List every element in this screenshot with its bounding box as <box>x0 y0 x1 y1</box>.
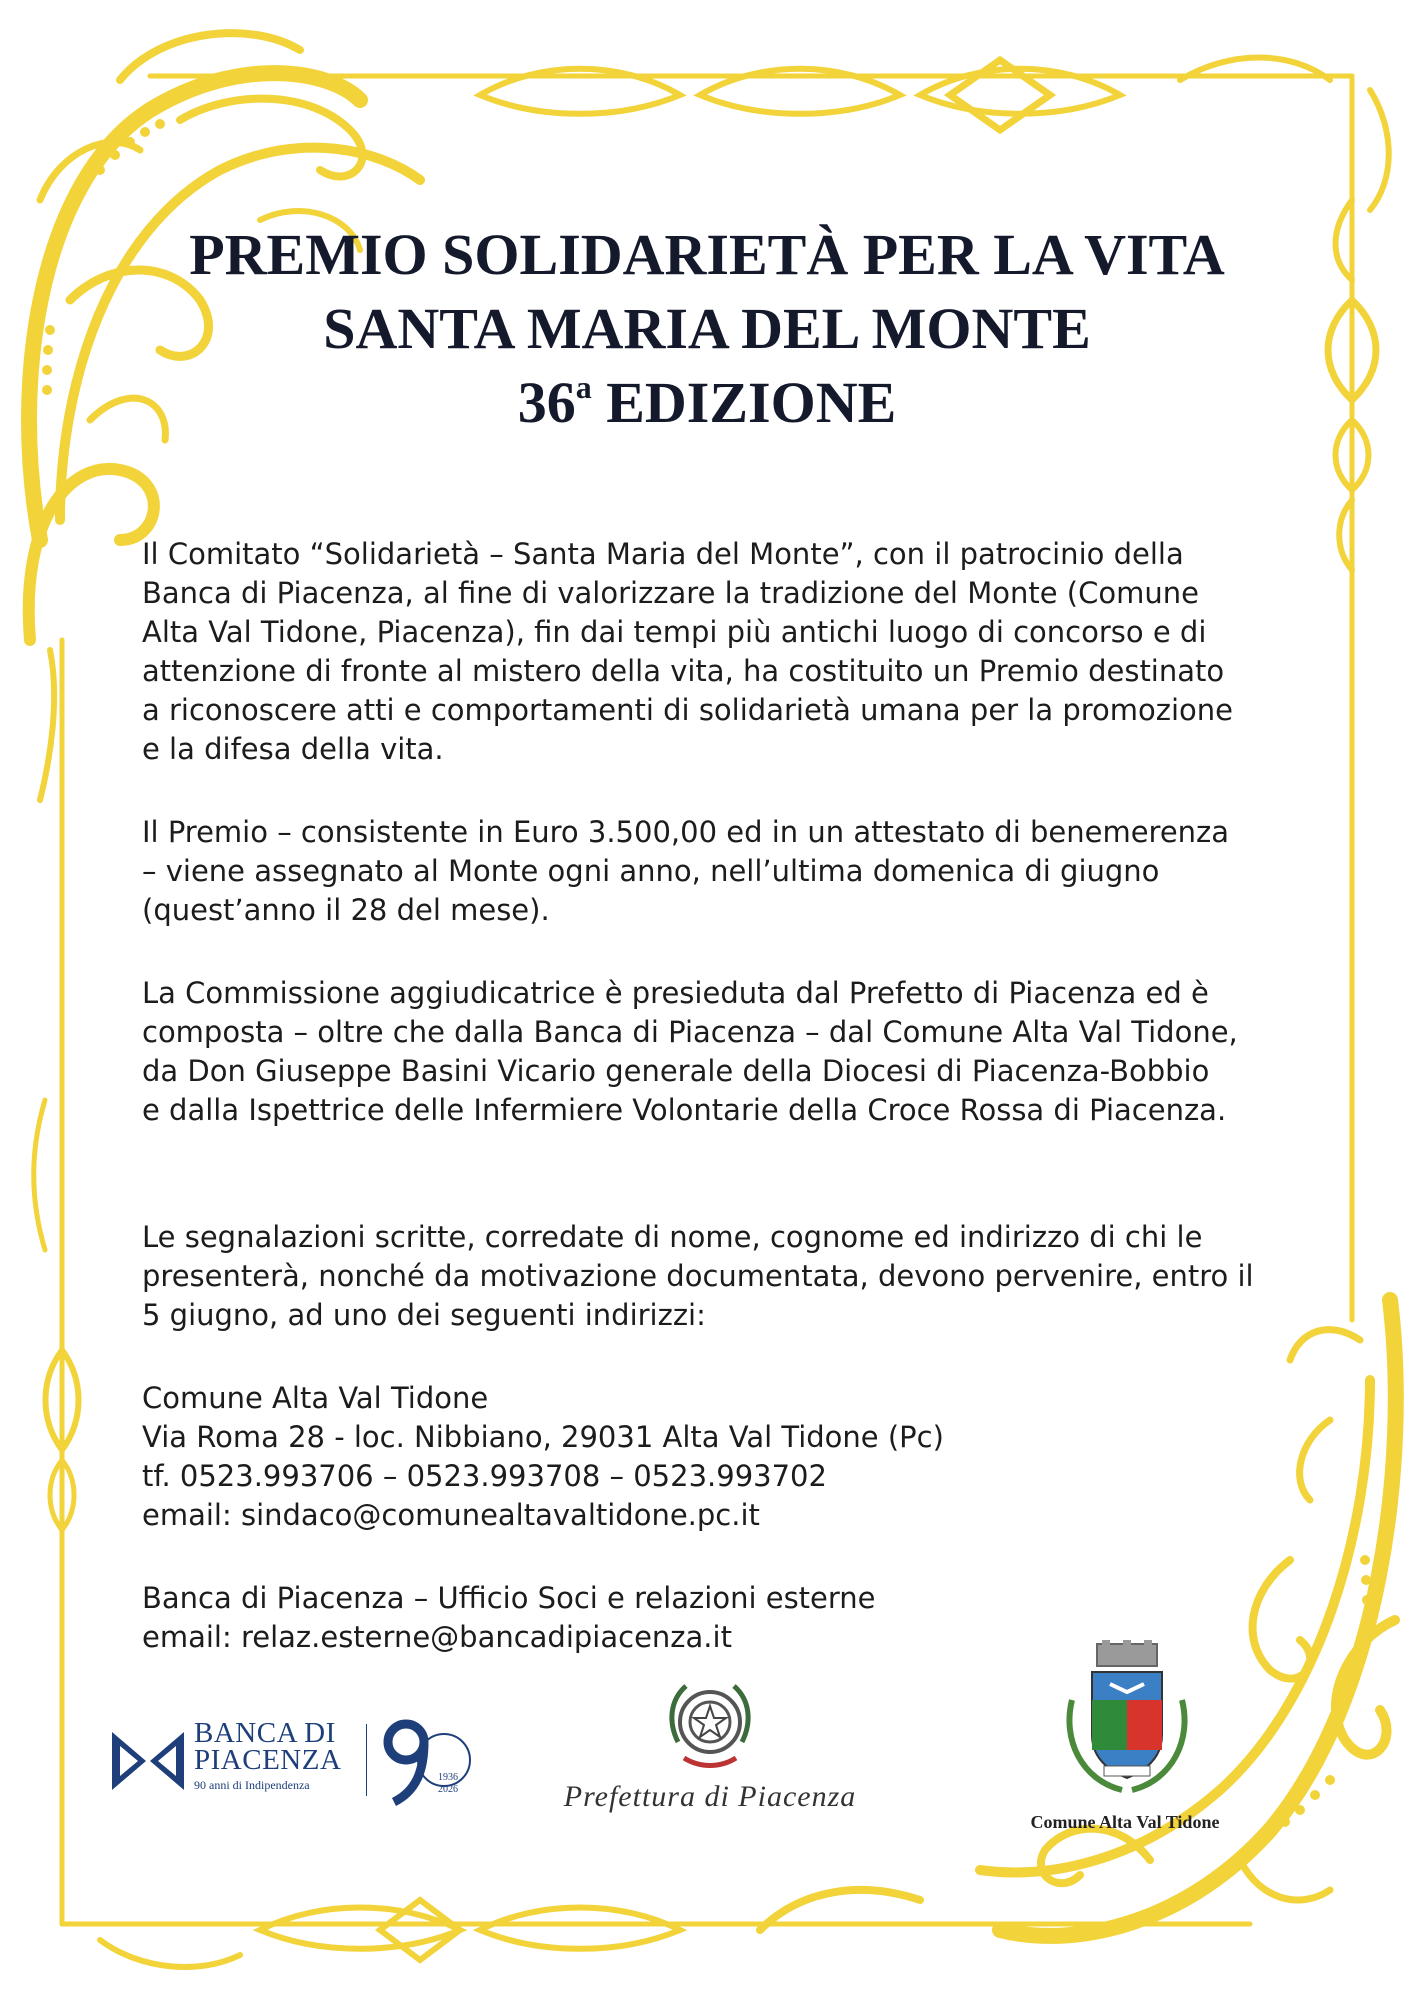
text-line: Banca di Piacenza, al fine di valorizzare la tradizione del Monte (Comune <box>142 576 1199 610</box>
banca-bowtie-icon <box>108 1726 188 1796</box>
text-line: composta – oltre che dalla Banca di Piacenza – dal Comune Alta Val Tidone, <box>142 1015 1238 1049</box>
address-comune <box>142 1379 1312 1535</box>
text-line: a riconoscere atti e comportamenti di solidarietà umana per la promozione <box>142 693 1234 727</box>
text-line: presenterà, nonché da motivazione documentata, devono pervenire, entro il <box>142 1259 1254 1293</box>
email-line: email: sindaco@comunealtavaltidone.pc.it <box>142 1498 760 1532</box>
page-title <box>0 218 1414 440</box>
paragraph-commission <box>142 974 1312 1130</box>
text-line: attenzione di fronte al mistero della vita, ha costituito un Premio destinato <box>142 654 1225 688</box>
banca-name-line: PIACENZA <box>194 1744 342 1776</box>
paragraph-submissions <box>142 1218 1312 1335</box>
address-line: Banca di Piacenza – Ufficio Soci e relazioni esterne <box>142 1581 876 1615</box>
banca-di-piacenza-logo <box>108 1712 498 1812</box>
title-line-1: PREMIO SOLIDARIETÀ PER LA VITA <box>189 222 1225 287</box>
text-line: Le segnalazioni scritte, corredate di nome, cognome ed indirizzo di chi le <box>142 1220 1203 1254</box>
banca-name-line: BANCA DI <box>194 1717 336 1749</box>
comune-name: Comune Alta Val Tidone <box>1030 1812 1220 1832</box>
address-line: Comune Alta Val Tidone <box>142 1381 489 1415</box>
address-line: Via Roma 28 - loc. Nibbiano, 29031 Alta Val Tidone (Pc) <box>142 1420 944 1454</box>
title-line-3 <box>0 366 1414 440</box>
edition-ordinal: a <box>575 369 592 405</box>
italian-republic-emblem-icon <box>660 1672 760 1772</box>
prefettura-name: Prefettura di Piacenza <box>563 1780 857 1813</box>
coat-of-arms-icon <box>1052 1640 1202 1800</box>
year-start: 1936 <box>438 1772 458 1783</box>
email-line: email: relaz.esterne@bancadipiacenza.it <box>142 1620 732 1654</box>
text-line: Il Premio – consistente in Euro 3.500,00 ed in un attestato di benemerenza <box>142 815 1230 849</box>
text-line: Alta Val Tidone, Piacenza), fin dai tempi più antichi luogo di concorso e di <box>142 615 1207 649</box>
text-line: e la difesa della vita. <box>142 732 444 766</box>
ninety-years-icon <box>380 1716 476 1808</box>
banca-name <box>194 1717 342 1776</box>
year-end: 2026 <box>438 1784 458 1795</box>
comune-logo <box>1000 1640 1250 1840</box>
title-line-2: SANTA MARIA DEL MONTE <box>323 296 1091 361</box>
edition-label: EDIZIONE <box>591 370 897 435</box>
text-line: La Commissione aggiudicatrice è presieduta dal Prefetto di Piacenza ed è <box>142 976 1209 1010</box>
body-text <box>142 535 1312 1657</box>
logo-divider <box>366 1724 367 1796</box>
text-line: – viene assegnato al Monte ogni anno, nell’ultima domenica di giugno <box>142 854 1160 888</box>
anniversary-years <box>438 1772 458 1796</box>
phone-line: tf. 0523.993706 – 0523.993708 – 0523.993702 <box>142 1459 827 1493</box>
paragraph-intro <box>142 535 1312 769</box>
paragraph-prize <box>142 813 1312 930</box>
text-line: da Don Giuseppe Basini Vicario generale della Diocesi di Piacenza-Bobbio <box>142 1054 1210 1088</box>
prefettura-logo <box>540 1672 880 1832</box>
banca-subtitle: 90 anni di Indipendenza <box>194 1778 310 1792</box>
text-line: 5 giugno, ad uno dei seguenti indirizzi: <box>142 1298 706 1332</box>
text-line: e dalla Ispettrice delle Infermiere Volontarie della Croce Rossa di Piacenza. <box>142 1093 1227 1127</box>
text-line: (quest’anno il 28 del mese). <box>142 893 550 927</box>
edition-number: 36 <box>517 370 576 435</box>
text-line: Il Comitato “Solidarietà – Santa Maria del Monte”, con il patrocinio della <box>142 537 1184 571</box>
